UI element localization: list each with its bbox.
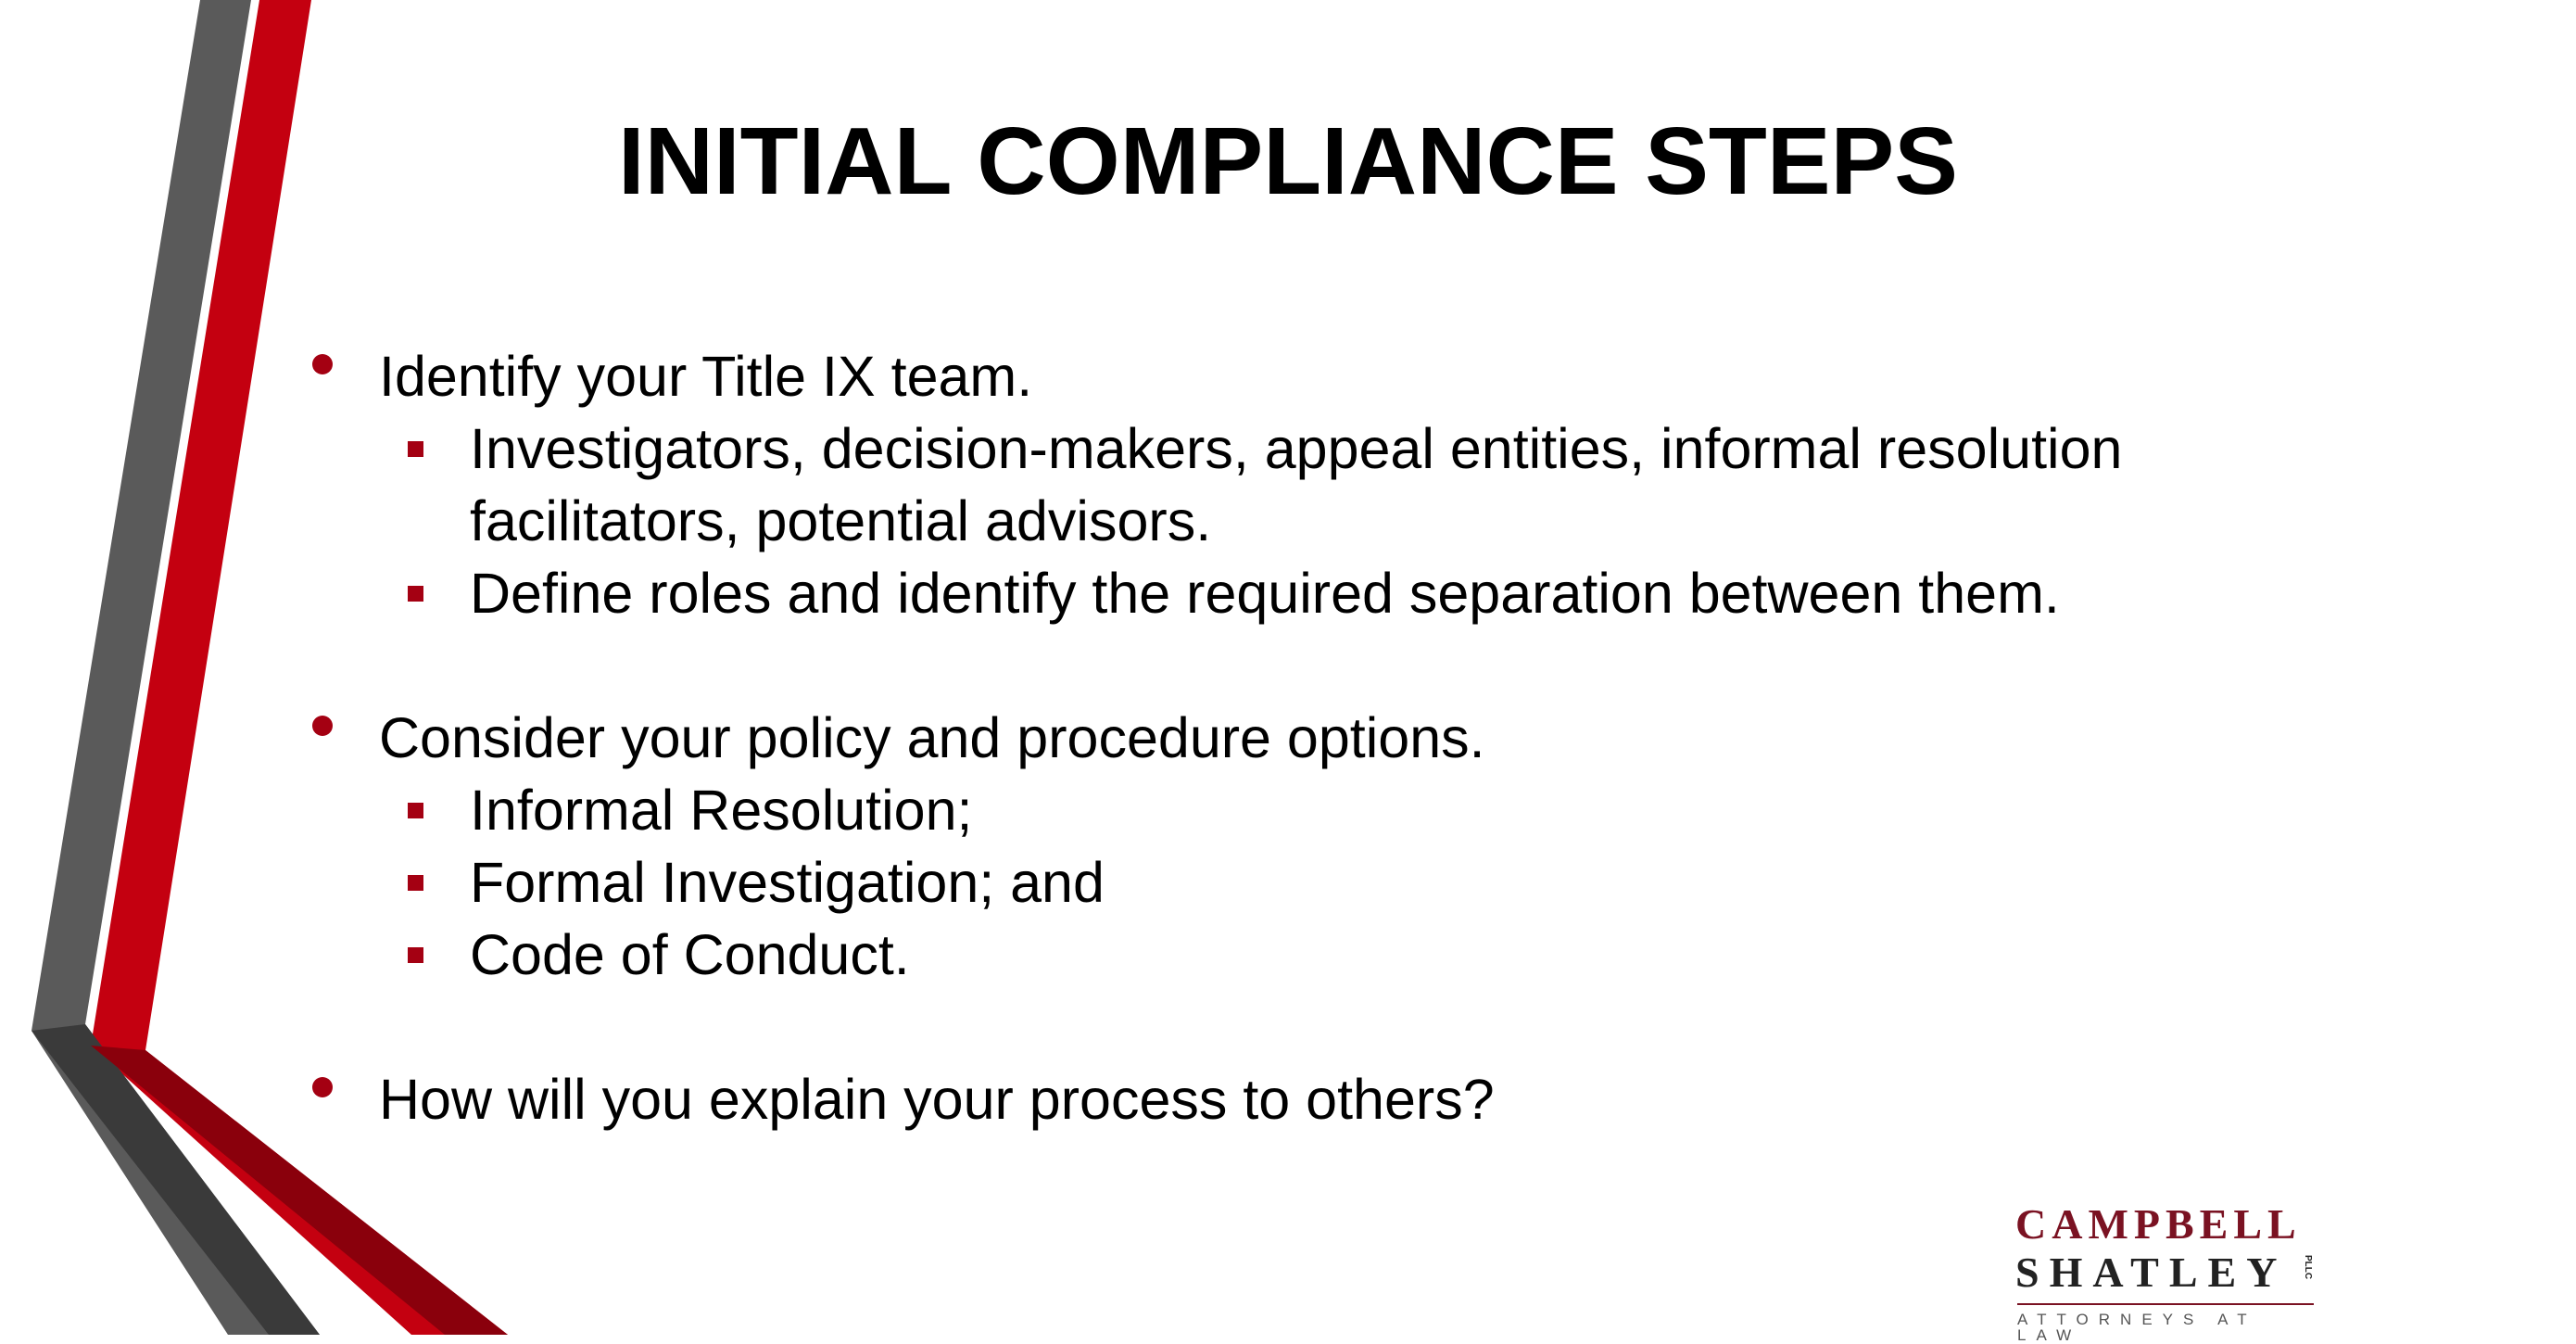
sub-bullet-list bbox=[379, 412, 2277, 629]
sub-bullet-item bbox=[379, 557, 2277, 629]
bullet-item bbox=[312, 340, 2277, 629]
logo-line-campbell: CAMPBELL bbox=[2015, 1200, 2302, 1248]
bullet-text: Identify your Title IX team. bbox=[379, 345, 1033, 408]
logo-tagline: ATTORNEYS AT LAW bbox=[2017, 1311, 2257, 1344]
sub-bullet-text: Code of Conduct. bbox=[470, 923, 910, 986]
sub-bullet-text: Investigators, decision-makers, appeal entities, informal resolution facilitators, potential advisors. bbox=[470, 417, 2123, 552]
firm-logo bbox=[2015, 1200, 2330, 1344]
bullet-item bbox=[312, 702, 2277, 991]
square-bullet-icon bbox=[408, 586, 423, 602]
bullet-text: How will you explain your process to others? bbox=[379, 1068, 1495, 1131]
square-bullet-icon bbox=[408, 441, 423, 457]
sub-bullet-list bbox=[379, 774, 2277, 991]
logo-suffix: PLLC bbox=[2303, 1255, 2313, 1280]
sub-bullet-text: Formal Investigation; and bbox=[470, 851, 1105, 914]
sub-bullet-item bbox=[379, 774, 2277, 846]
sub-bullet-item bbox=[379, 919, 2277, 991]
sub-bullet-item bbox=[379, 846, 2277, 919]
bullet-item bbox=[312, 1063, 2277, 1135]
bullet-dot-icon bbox=[312, 354, 333, 374]
slide-title: INITIAL COMPLIANCE STEPS bbox=[618, 108, 1958, 214]
sub-bullet-text: Define roles and identify the required separation between them. bbox=[470, 562, 2060, 625]
logo-line-shatley: SHATLEY bbox=[2015, 1249, 2288, 1296]
square-bullet-icon bbox=[408, 803, 423, 818]
bullet-dot-icon bbox=[312, 716, 333, 736]
sub-bullet-text: Informal Resolution; bbox=[470, 779, 973, 842]
sub-bullet-item bbox=[379, 412, 2277, 557]
bullet-dot-icon bbox=[312, 1077, 333, 1097]
square-bullet-icon bbox=[408, 875, 423, 891]
square-bullet-icon bbox=[408, 947, 423, 963]
logo-divider bbox=[2017, 1303, 2314, 1305]
bullet-text: Consider your policy and procedure options. bbox=[379, 706, 1485, 769]
bullet-list bbox=[312, 340, 2277, 1135]
